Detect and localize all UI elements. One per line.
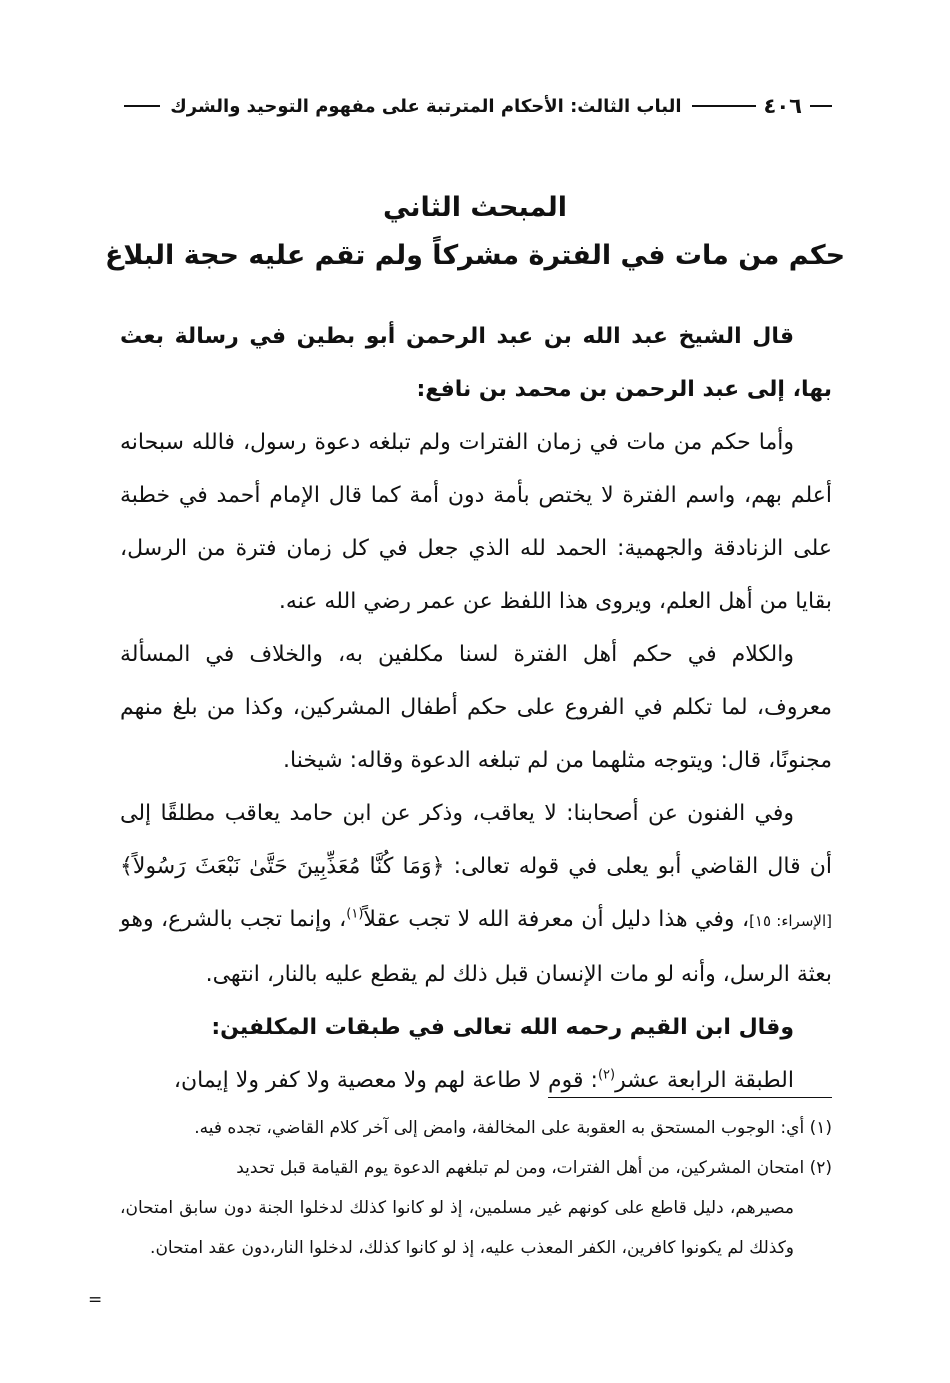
paragraph-2: والكلام في حكم أهل الفترة لسنا مكلفين به، والخلاف في المسألة معروف، لما تكلم في الفروع على حكم أطفال المشركين، وكذا من بلغ منهم مجنونًا، قال: ويتوجه مثلهما من لم تبلغه الدعوة وقاله: شيخنا.: [120, 642, 832, 773]
paragraph-5-text-a: الطبقة الرابعة عشر: [615, 1068, 794, 1093]
section-heading: المبحث الثاني: [383, 192, 567, 223]
footnote-ref-1: (١): [346, 906, 364, 922]
body-text: [120, 310, 832, 1107]
paragraph-1: وأما حكم من مات في زمان الفترات ولم تبلغه دعوة رسول، فالله سبحانه أعلم بهم، واسم الفترة لا يختص بأمة دون أمة كما قال الإمام أحمد في خطبة على الزنادقة والجهمية: الحمد لله الذي جعل في كل زمان فترة من الرسل، بقايا من أهل العلم، ويروى هذا اللفظ عن عمر رضي الله عنه.: [120, 430, 832, 614]
footnote-1: (١) أي: الوجوب المستحق به العقوبة على المخالفة، وامض إلى آخر كلام القاضي، تجده فيه.: [194, 1118, 832, 1138]
paragraph-3: [120, 787, 832, 1001]
paragraph-3-text-a: وفي الفنون عن أصحابنا: لا يعاقب، وذكر عن ابن حامد يعاقب مطلقًا إلى أن قال القاضي أبو يعلى في قوله تعالى:: [120, 801, 833, 879]
paragraph-4: وقال ابن القيم رحمه الله تعالى في طبقات المكلفين:: [211, 1015, 794, 1040]
intro-paragraph: قال الشيخ عبد الله بن عبد الرحمن أبو بطين في رسالة بعث بها، إلى عبد الرحمن بن محمد بن نافع:: [120, 324, 832, 402]
footnote-separator: [548, 1097, 832, 1098]
verse-reference: [الإسراء: ١٥]: [749, 912, 832, 930]
footnotes: [120, 1108, 832, 1268]
quran-verse: ﴿وَمَا كُنَّا مُعَذِّبِينَ حَتَّىٰ نَبْعَثَ رَسُولاً﴾: [120, 854, 445, 879]
header-dash: [692, 105, 756, 107]
footnote-2-continuation: مصيرهم، دليل قاطع على كونهم غير مسلمين، إذ لو كانوا كذلك لدخلوا الجنة دون سابق امتحان، وكذلك لم يكونوا كافرين، الكفر المعذب عليه، إذ لو كانوا كذلك، لدخلوا النار،دون عقد امتحان.: [120, 1198, 794, 1258]
section-title: حكم من مات في الفترة مشركاً ولم تقم عليه حجة البلاغ: [104, 240, 846, 271]
header-dash: [810, 105, 832, 107]
continuation-mark: =: [88, 1290, 103, 1310]
paragraph-3-text-c: ، وإنما تجب بالشرع، وهو بعثة الرسل، وأنه لو مات الإنسان قبل ذلك لم يقطع عليه بالنار، انتهى.: [120, 907, 832, 987]
footnote-ref-2: (٢): [597, 1067, 616, 1083]
running-title: الباب الثالث: الأحكام المترتبة على مفهوم التوحيد والشرك: [170, 95, 682, 117]
page-number: ٤٠٦: [763, 94, 802, 118]
header-dash: [124, 105, 160, 107]
running-header: [118, 86, 832, 126]
paragraph-5-text-b: : قوم لا طاعة لهم ولا معصية ولا كفر ولا إيمان،: [173, 1068, 598, 1093]
footnote-2-first-line: (٢) امتحان المشركين، من أهل الفترات، ومن لم تبلغهم الدعوة يوم القيامة قبل تحديد: [236, 1158, 832, 1178]
paragraph-5: [120, 1054, 832, 1107]
paragraph-3-text-b: ، وفي هذا دليل أن معرفة الله لا تجب عقلاً: [363, 907, 750, 932]
